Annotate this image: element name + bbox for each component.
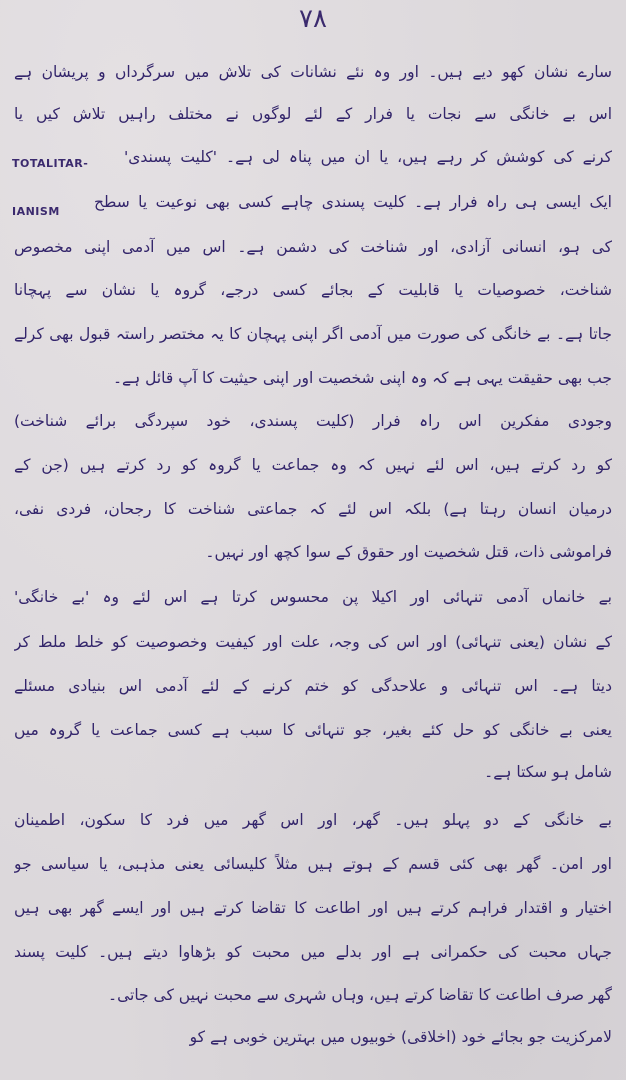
text-line: کی ہو، انسانی آزادی، اور شناخت کی دشمن ہے۔ اس میں آدمی اپنی مخصوص [14,238,612,256]
text-line: درمیان انسان رہتا ہے) بلکہ اس لئے کہ جماعتی شناخت کا رجحان، فردی نفی، [14,500,612,518]
margin-annotation-top: TOTALITAR- [12,157,89,170]
text-line: شامل ہو سکتا ہے۔ [484,763,612,781]
text-line: لامرکزیت جو بجائے خود (اخلاقی) خوبیوں میں بہترین خوبی ہے کو [189,1028,612,1046]
text-line: بے خانگی کے دو پہلو ہیں۔ گھر، اور اس گھر میں فرد کا سکون، اطمینان [14,811,612,829]
margin-annotation-bottom: IANISM [12,205,60,218]
text-line: جاتا ہے۔ بے خانگی کی صورت میں آدمی اگر اپنی پہچان کا یہ مختصر راستہ قبول بھی کرلے [14,325,612,343]
urdu-text-block [14,52,612,1062]
text-line: کے نشان (یعنی تنہائی) اور اس کی وجہ، علت اور کیفیت وخصوصیت کو خلط ملط کر [14,633,612,651]
text-line: شناخت، خصوصیات یا قابلیت کے بجائے کسی درجے، گروہ یا نشان سے پہچانا [14,281,612,299]
text-line: فراموشی ذات، قتل شخصیت اور حقوق کے سوا کچھ اور نہیں۔ [205,543,612,561]
text-line: ایک ایسی ہی راہ فرار ہے۔ کلیت پسندی چاہے کسی بھی نوعیت یا سطح [94,193,612,211]
text-line: اور امن۔ گھر بھی کئی قسم کے ہوتے ہیں مثلاً کلیسائی یعنی مذہبی، یا سیاسی جو [14,855,612,873]
page-number: ۷۸ [299,4,327,34]
text-line: گھر صرف اطاعت کا تقاضا کرتے ہیں، وہاں شہری سے محبت نہیں کی جاتی۔ [108,986,612,1004]
text-line: سارے نشان کھو دیے ہیں۔ اور وہ نئے نشانات کی تلاش میں سرگرداں و پریشان ہے [14,63,612,81]
text-line: اس بے خانگی سے نجات یا فرار کے لئے لوگوں نے مختلف راہیں تلاش کیں یا [14,105,612,123]
text-line: بے خانماں آدمی تنہائی اور اکیلا پن محسوس کرتا ہے اس لئے وہ 'بے خانگی' [14,588,612,606]
text-line: یعنی بے خانگی کو حل کئے بغیر، جو تنہائی کا سبب ہے کسی جماعت یا گروہ میں [14,721,612,739]
text-line: اختیار و اقتدار فراہم کرتے ہیں اور اطاعت کا تقاضا کرتے ہیں اور ایسے گھر بھی ہیں [14,899,612,917]
text-line: وجودی مفکرین اس راہ فرار (کلیت پسندی، خود سپردگی برائے شناخت) [14,412,612,430]
text-line: جہاں محبت کی حکمرانی ہے اور بدلے میں محبت کو بڑھاوا دیتے ہیں۔ کلیت پسند [14,943,612,961]
text-line: دیتا ہے۔ اس تنہائی و علاحدگی کو ختم کرنے کے لئے آدمی اس بنیادی مسئلے [14,677,612,695]
text-line: کو رد کرتے ہیں، اس لئے نہیں کہ وہ جماعت یا گروہ کو رد کرتے ہیں (جن کے [14,456,612,474]
text-line: جب بھی حقیقت یہی ہے کہ وہ اپنی شخصیت اور اپنی حیثیت کا آپ قائل ہے۔ [112,369,612,387]
text-line: کرنے کی کوشش کر رہے ہیں، یا ان میں پناہ لی ہے۔ 'کلیت پسندی' [124,148,612,166]
